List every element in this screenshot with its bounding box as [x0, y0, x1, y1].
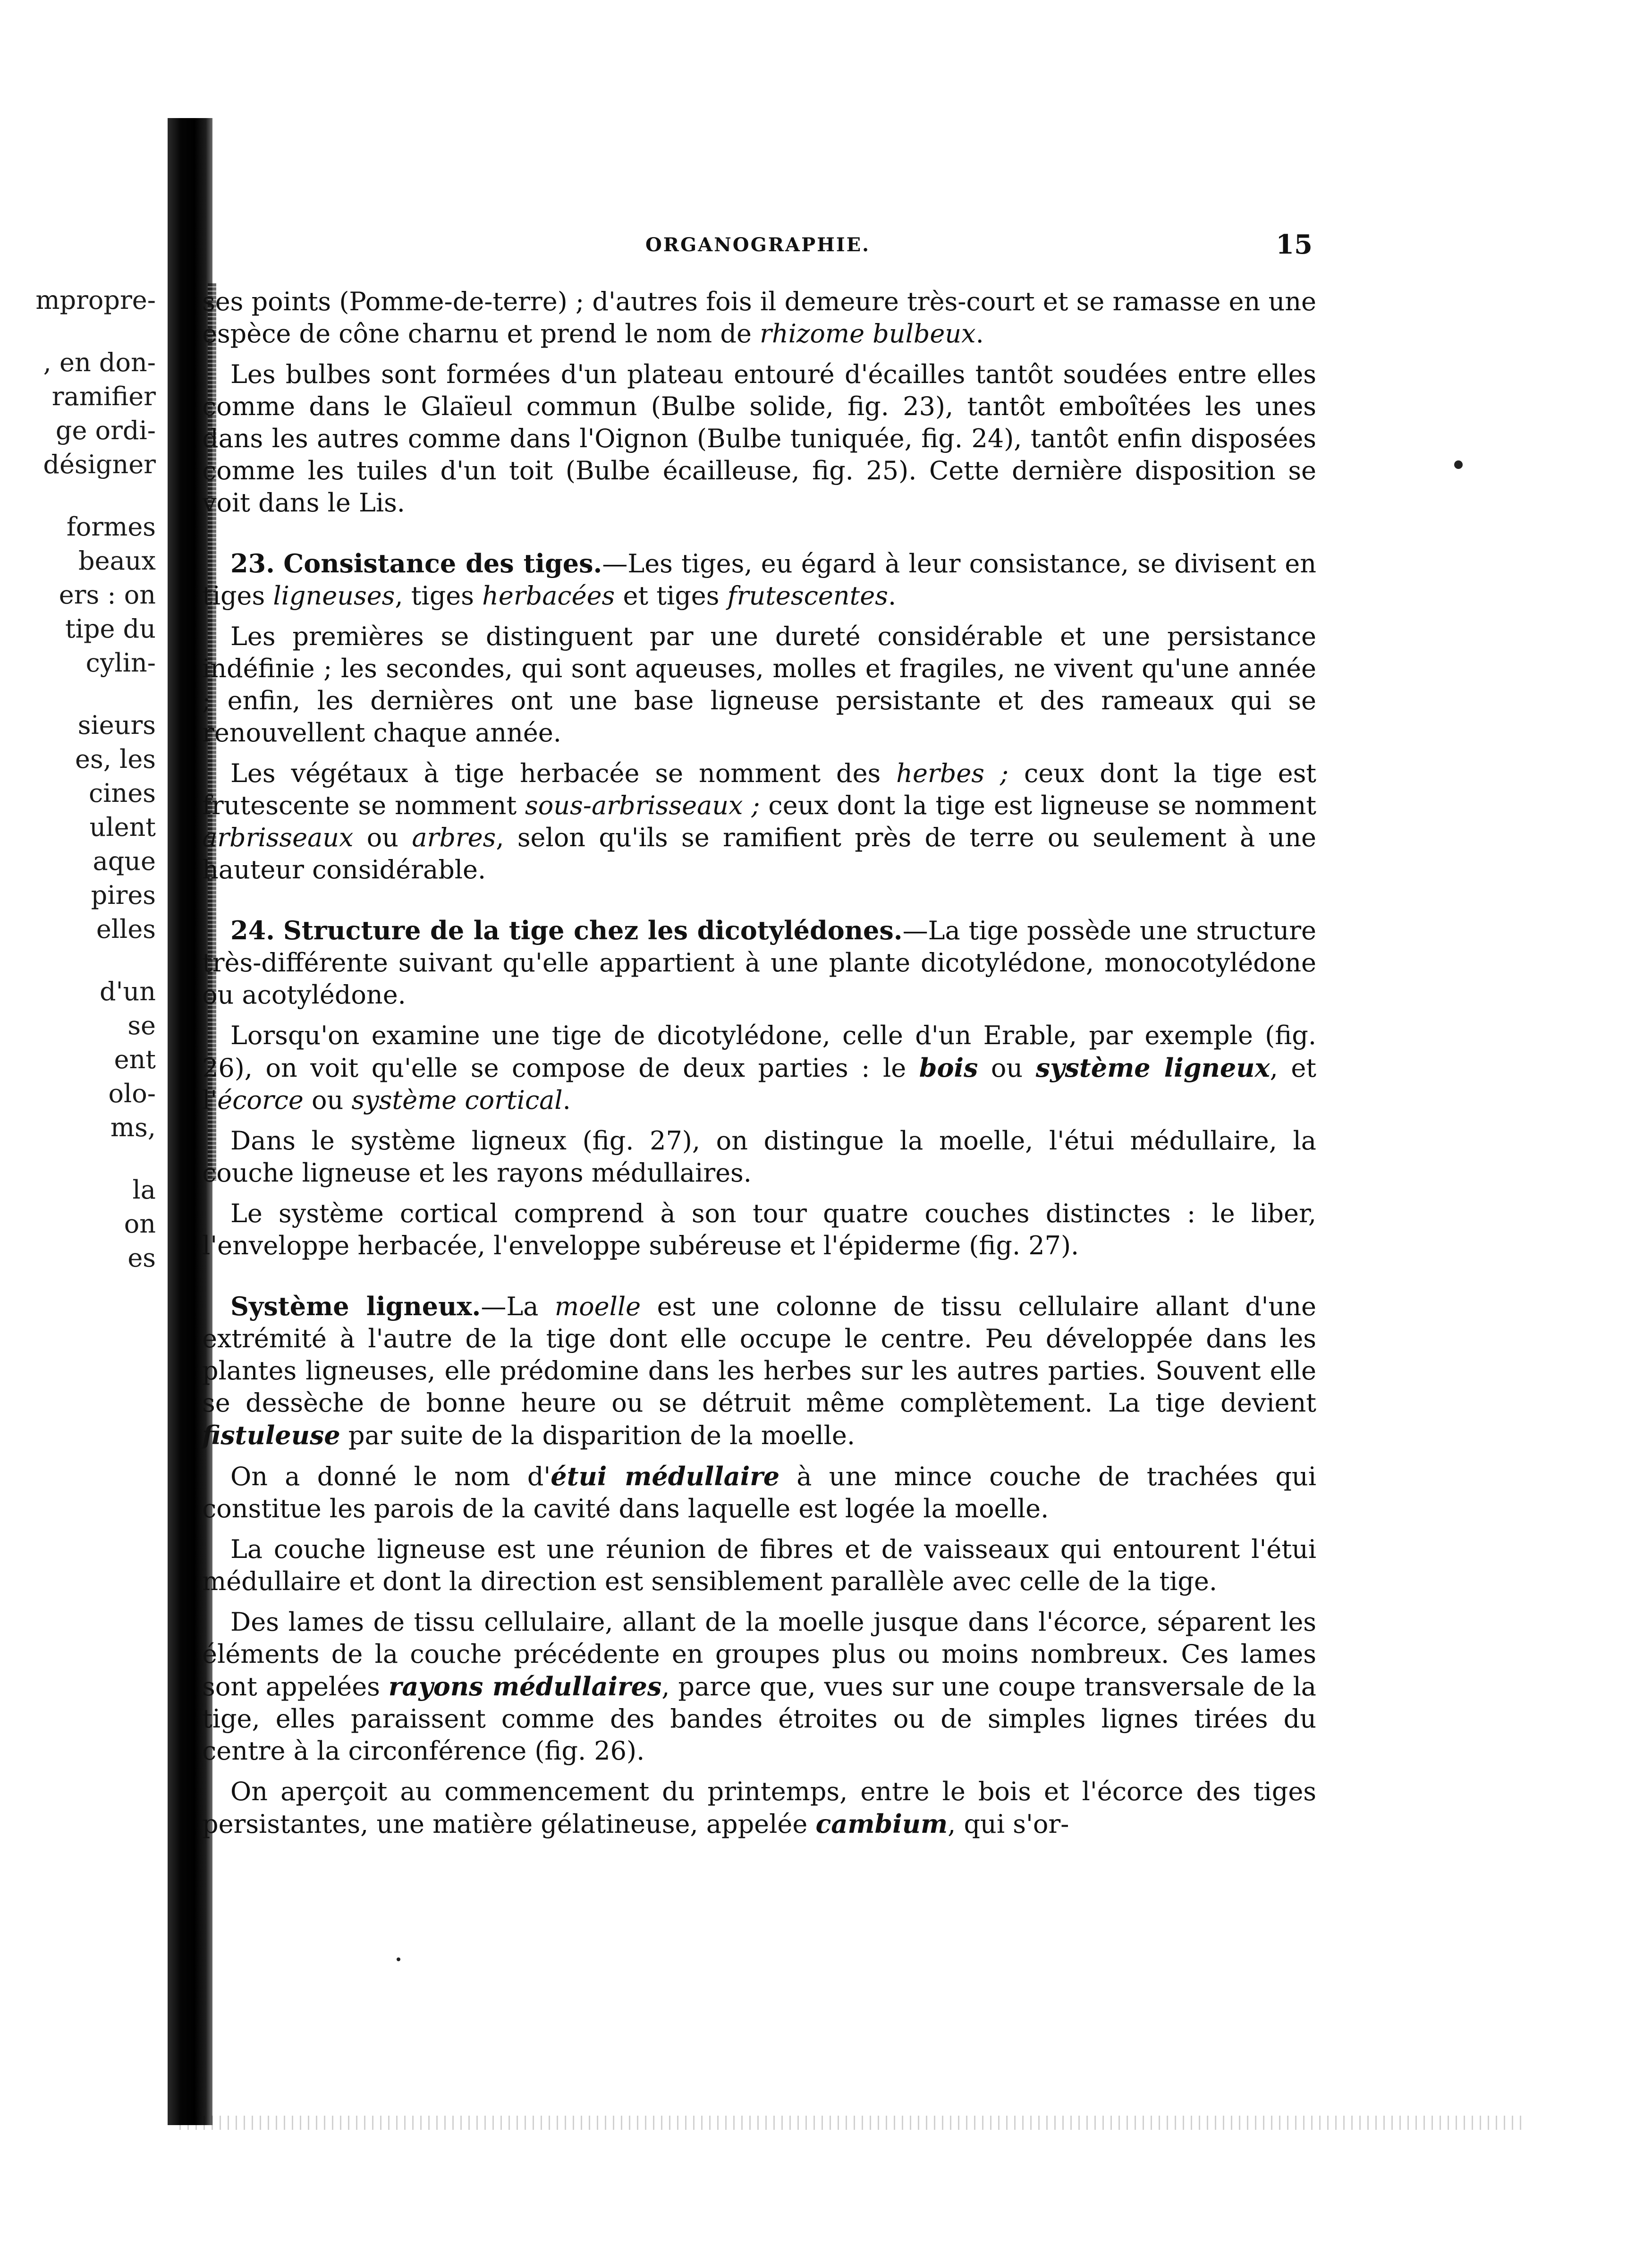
fragment-line: sieurs	[77, 710, 156, 740]
fragment-line: elles	[96, 914, 156, 944]
fragment-line: es, les	[75, 744, 156, 774]
fragment-line: es	[127, 1243, 156, 1273]
fragment-line: aque	[93, 846, 156, 876]
fragment-line: se	[127, 1011, 156, 1040]
scan-noise	[179, 2116, 1525, 2130]
paragraph: Dans le système ligneux (fig. 27), on distingue la moelle, l'étui médullaire, la couche ligneuse et les rayons médullaires.	[202, 1126, 1316, 1188]
fragment-line: on	[124, 1209, 156, 1239]
paragraph: Les bulbes sont formées d'un plateau entouré d'écailles tantôt soudées entre elles comme dans le Glaïeul commun (Bulbe solide, fig. 23), tantôt emboîtées les unes dans les autres comme dans l'Oignon (Bulbe tuniquée, fig. 24), tantôt enfin disposées comme les tuiles d'un toit (Bulbe écailleuse, fig. 25). Cette dernière disposition se voit dans le Lis.	[202, 359, 1316, 518]
main-text-column	[202, 286, 1316, 1849]
fragment-line: cylin-	[85, 648, 156, 678]
fragment-line: ramifier	[51, 382, 156, 411]
running-head	[203, 229, 1313, 262]
section-title: Structure de la tige chez les dicotylédones.	[283, 915, 903, 945]
paragraph: La couche ligneuse est une réunion de fibres et de vaisseaux qui entourent l'étui médullaire et dont la direction est sensiblement parallèle avec celle de la tige.	[202, 1534, 1316, 1596]
fragment-gap	[0, 482, 156, 510]
fragment-gap	[0, 1145, 156, 1173]
facing-page-fragment	[0, 283, 156, 1653]
fragment-line: formes	[66, 512, 156, 542]
paragraph: Le système cortical comprend à son tour quatre couches distinctes : le liber, l'enveloppe herbacée, l'enveloppe subéreuse et l'épiderme (fig. 27).	[202, 1199, 1316, 1260]
running-title: ORGANOGRAPHIE.	[645, 234, 871, 256]
section-systeme-ligneux: Système ligneux.—La moelle est une colonne de tissu cellulaire allant d'une extrémité à l'autre de la tige dont elle occupe le centre. Peu développée dans les plantes ligneuses, elle prédomine dans les herbes sur les autres parties. Souvent elle se dessèche de bonne heure ou se détruit même complètement. La tige devient fistuleuse par suite de la disparition de la moelle.	[202, 1291, 1316, 1450]
section-title: Système ligneux.	[230, 1291, 481, 1321]
fragment-gap	[0, 680, 156, 708]
paragraph: On aperçoit au commencement du printemps, entre le bois et l'écorce des tiges persistantes, une matière gélatineuse, appelée cambium, qui s'or-	[202, 1777, 1316, 1839]
fragment-line: beaux	[78, 546, 156, 576]
fragment-line: cines	[89, 778, 156, 808]
section-23: 23. Consistance des tiges.—Les tiges, eu égard à leur consistance, se divisent en tiges ligneuses, tiges herbacées et tiges frutescentes.	[202, 548, 1316, 611]
fragment-line: ent	[114, 1045, 156, 1074]
fragment-line: la	[132, 1175, 156, 1205]
fragment-line: tipe du	[65, 614, 156, 644]
paragraph: Des lames de tissu cellulaire, allant de la moelle jusque dans l'écorce, séparent les éléments de la couche précédente en groupes plus ou moins nombreux. Ces lames sont appelées rayons médullaires, parce que, vues sur une coupe transversale de la tige, elles paraissent comme des bandes étroites ou de simples lignes tirées du centre à la circonférence (fig. 26).	[202, 1607, 1316, 1766]
scan-speck	[1454, 460, 1463, 469]
section-number: 23.	[230, 548, 275, 579]
fragment-line: ulent	[89, 812, 156, 842]
fragment-line: olo-	[108, 1079, 156, 1108]
fragment-gap	[0, 946, 156, 975]
paragraph: Lorsqu'on examine une tige de dicotylédone, celle d'un Erable, par exemple (fig. 26), on voit qu'elle se compose de deux parties : le bois ou système ligneux, et l'écorce ou système cortical.	[202, 1021, 1316, 1115]
fragment-line: , en don-	[43, 348, 156, 377]
fragment-gap	[0, 317, 156, 346]
fragment-line: d'un	[100, 977, 156, 1006]
section-24: 24. Structure de la tige chez les dicotylédones.—La tige possède une structure très-différente suivant qu'elle appartient à une plante dicotylédone, monocotylédone ou acotylédone.	[202, 915, 1317, 1010]
paragraph: Les premières se distinguent par une dureté considérable et une persistance indéfinie ; les secondes, qui sont aqueuses, molles et fragiles, ne vivent qu'une année ; enfin, les dernières ont une base ligneuse persistante et des rameaux qui se renouvellent chaque année.	[202, 621, 1316, 748]
paragraph: ses points (Pomme-de-terre) ; d'autres fois il demeure très-court et se ramasse en une espèce de cône charnu et prend le nom de rhizome bulbeux.	[202, 287, 1316, 349]
section-title: Consistance des tiges.	[283, 548, 602, 579]
fragment-line: ge ordi-	[55, 416, 156, 445]
fragment-line: ms,	[110, 1113, 156, 1142]
scan-speck	[397, 1957, 400, 1961]
fragment-line: désigner	[43, 450, 156, 479]
paragraph: On a donné le nom d'étui médullaire à une mince couche de trachées qui constitue les parois de la cavité dans laquelle est logée la moelle.	[202, 1461, 1316, 1523]
fragment-line: mpropre-	[35, 285, 156, 315]
fragment-line: pires	[91, 880, 156, 910]
page-number: 15	[1276, 229, 1313, 260]
section-number: 24.	[230, 915, 275, 945]
fragment-line: ers : on	[59, 580, 156, 610]
paragraph: Les végétaux à tige herbacée se nomment des herbes ; ceux dont la tige est frutescente se nomment sous-arbrisseaux ; ceux dont la tige est ligneuse se nomment arbrisseaux ou arbres, selon qu'ils se ramifient près de terre ou seulement à une hauteur considérable.	[202, 758, 1316, 885]
